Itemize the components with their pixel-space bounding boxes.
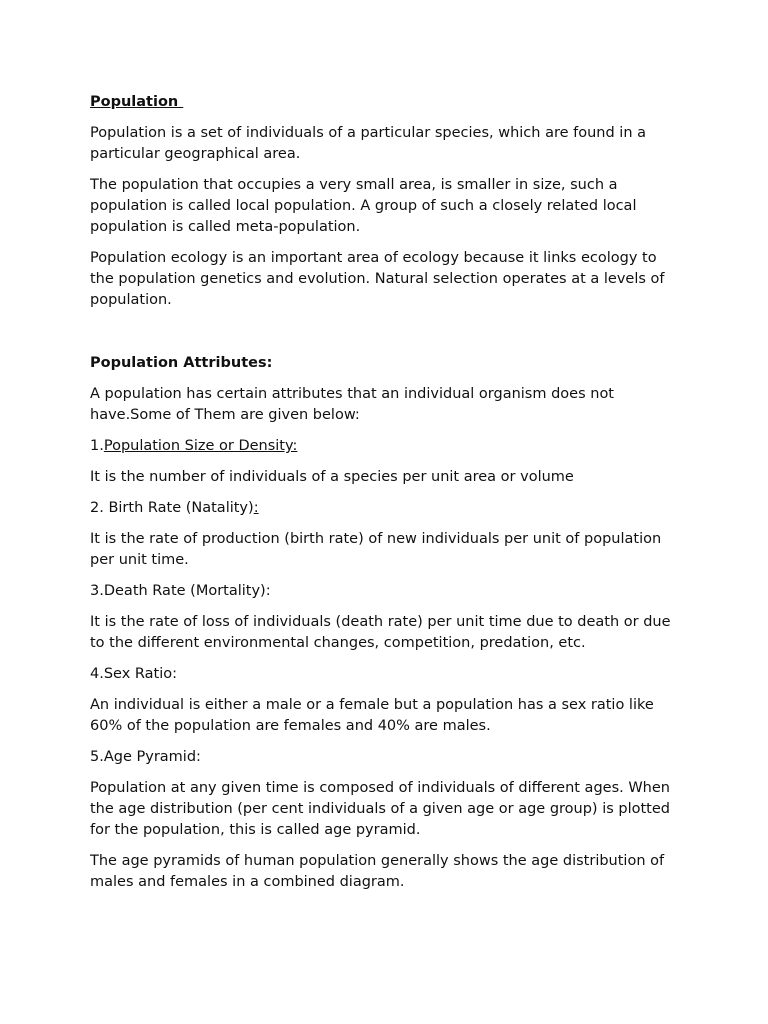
intro-paragraph-1: Population is a set of individuals of a particular species, which are found in a particular geographical area. (90, 125, 647, 162)
attribute-number: 1. (90, 438, 104, 454)
attributes-heading: Population Attributes: (90, 355, 273, 371)
document-page (90, 92, 682, 903)
document-title: Population (90, 94, 184, 110)
attribute-description-sex-ratio: An individual is either a male or a female but a population has a sex ratio like 60% of the population are females and 40% are males. (90, 697, 654, 734)
attribute-title: Death Rate (Mortality): (103, 583, 271, 599)
attributes-intro: A population has certain attributes that an individual organism does not have.Some of Them are given below: (90, 386, 614, 423)
attribute-title: Population Size or Density: (103, 438, 298, 454)
attribute-heading-birth-rate (90, 498, 682, 519)
intro-paragraph-2: The population that occupies a very small area, is smaller in size, such a population is called local population. A group of such a closely related local population is called meta-population. (90, 177, 637, 235)
attribute-number: 4. (90, 666, 104, 682)
attribute-heading-age-pyramid (90, 747, 682, 768)
attribute-heading-size (90, 436, 682, 457)
attribute-heading-sex-ratio (90, 664, 682, 685)
attribute-number: 3. (90, 583, 104, 599)
attribute-title: Age Pyramid: (103, 749, 201, 765)
attribute-description-death-rate: It is the rate of loss of individuals (death rate) per unit time due to death or due to the different environmental changes, competition, predation, etc. (90, 614, 671, 651)
attribute-title: Birth Rate (Natality) (108, 500, 254, 516)
attribute-description-age-pyramid-2: The age pyramids of human population generally shows the age distribution of males and females in a combined diagram. (90, 853, 665, 890)
attribute-heading-death-rate (90, 581, 682, 602)
attribute-description-age-pyramid: Population at any given time is composed of individuals of different ages. When the age distribution (per cent individuals of a given age or age group) is plotted for the population, this is called age pyramid. (90, 780, 670, 838)
attribute-description-size: It is the number of individuals of a species per unit area or volume (90, 469, 574, 485)
intro-paragraph-3: Population ecology is an important area of ecology because it links ecology to the population genetics and evolution. Natural selection operates at a levels of population. (90, 250, 665, 308)
attribute-number: 2. (90, 500, 109, 516)
attribute-description-birth-rate: It is the rate of production (birth rate) of new individuals per unit of population per unit time. (90, 531, 662, 568)
attribute-colon: : (253, 500, 259, 516)
attribute-title: Sex Ratio: (103, 666, 178, 682)
attribute-number: 5. (90, 749, 104, 765)
